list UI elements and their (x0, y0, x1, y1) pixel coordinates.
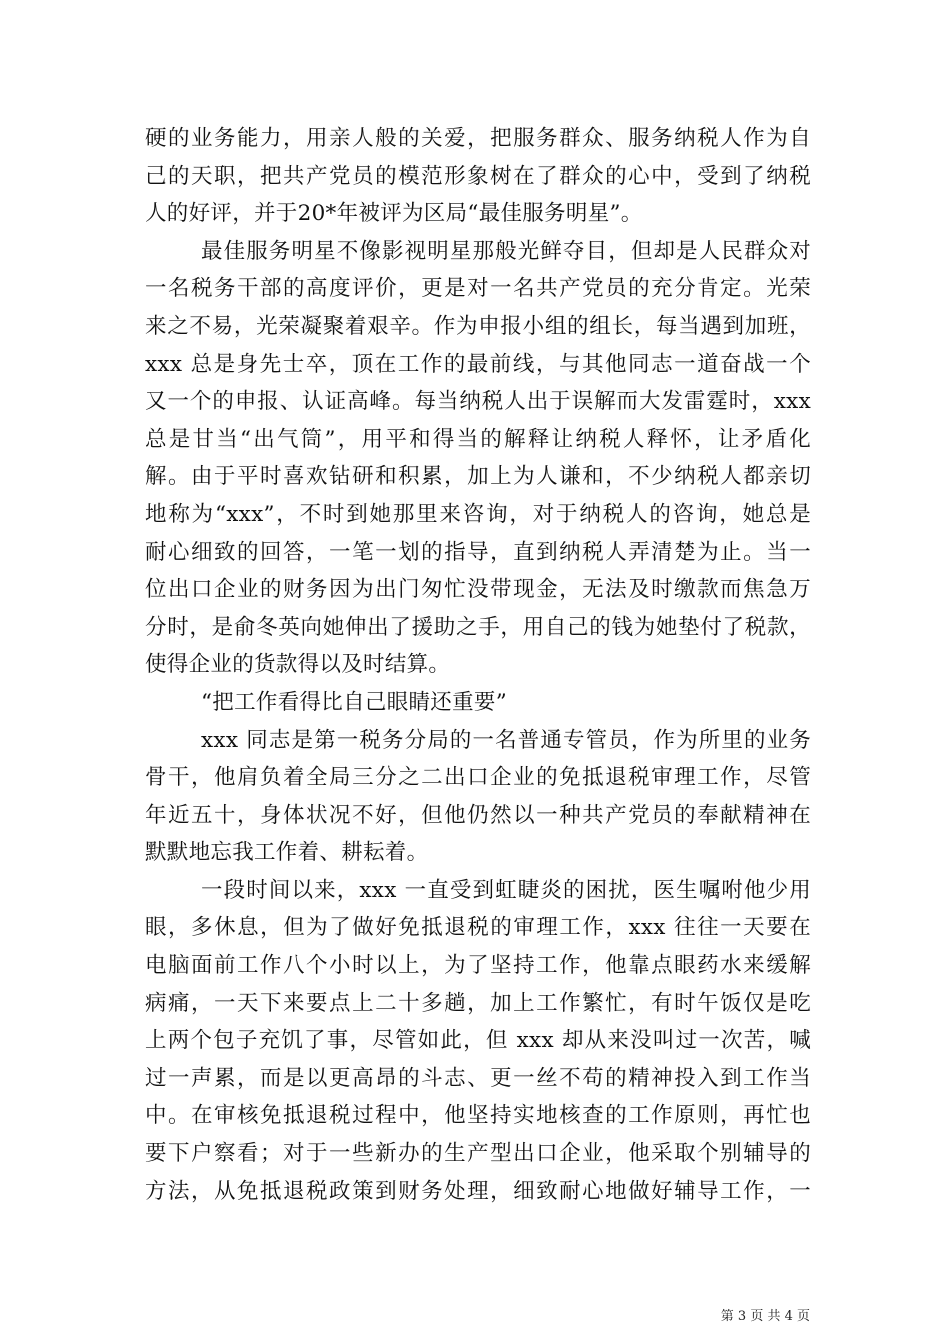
text-line: 方法，从免抵退税政策到财务处理，细致耐心地做好辅导工作，一 (145, 1178, 811, 1204)
paragraph (145, 120, 811, 233)
text-line: 人的好评，并于20*年被评为区局“最佳服务明星”。 (145, 201, 643, 227)
paragraph (145, 872, 811, 1210)
text-line: 来之不易，光荣凝聚着艰辛。作为申报小组的组长，每当遇到加班， (145, 313, 811, 339)
text-line: 使得企业的货款得以及时结算。 (145, 652, 451, 678)
text-line: 年近五十，身体状况不好，但他仍然以一种共产党员的奉献精神在 (145, 802, 811, 828)
text-line: 一段时间以来，xxx 一直受到虹睫炎的困扰，医生嘱咐他少用 (201, 877, 811, 903)
text-line: 上两个包子充饥了事，尽管如此，但 xxx 却从来没叫过一次苦，喊 (145, 1028, 811, 1054)
text-line: 又一个的申报、认证高峰。每当纳税人出于误解而大发雷霆时，xxx (145, 389, 811, 415)
text-line: 默默地忘我工作着、耕耘着。 (145, 840, 429, 866)
section-heading (145, 684, 811, 722)
text-line: 骨干，他肩负着全局三分之二出口企业的免抵退税审理工作，尽管 (145, 765, 811, 791)
text-line: 地称为“xxx”，不时到她那里来咨询，对于纳税人的咨询，她总是 (145, 501, 811, 527)
text-line: 最佳服务明星不像影视明星那般光鲜夺目，但却是人民群众对 (201, 238, 811, 264)
text-line: 眼，多休息，但为了做好免抵退税的审理工作，xxx 往往一天要在 (145, 915, 811, 941)
text-line: 过一声累，而是以更高昂的斗志、更一丝不苟的精神投入到工作当 (145, 1065, 811, 1091)
text-line: 病痛，一天下来要点上二十多趟，加上工作繁忙，有时午饭仅是吃 (145, 990, 811, 1016)
text-line: 位出口企业的财务因为出门匆忙没带现金，无法及时缴款而焦急万 (145, 577, 811, 603)
text-line: 分时，是俞冬英向她伸出了援助之手，用自己的钱为她垫付了税款， (145, 614, 811, 640)
text-line: 一名税务干部的高度评价，更是对一名共产党员的充分肯定。光荣 (145, 276, 811, 302)
text-line: 总是甘当“出气筒”，用平和得当的解释让纳税人释怀，让矛盾化 (145, 426, 811, 452)
text-line: xxx 总是身先士卒，顶在工作的最前线，与其他同志一道奋战一个 (145, 351, 811, 377)
text-line: 电脑面前工作八个小时以上，为了坚持工作，他靠点眼药水来缓解 (145, 953, 811, 979)
text-line: 要下户察看；对于一些新办的生产型出口企业，他采取个别辅导的 (145, 1141, 811, 1167)
text-line: “把工作看得比自己眼睛还重要” (201, 689, 507, 715)
paragraph (145, 722, 811, 872)
paragraph (145, 233, 811, 684)
page-number: 第 3 页 共 4 页 (720, 1309, 810, 1324)
text-line: 中。在审核免抵退税过程中，他坚持实地核查的工作原则，再忙也 (145, 1103, 811, 1129)
text-line: xxx 同志是第一税务分局的一名普通专管员，作为所里的业务 (201, 727, 811, 753)
text-line: 硬的业务能力，用亲人般的关爱，把服务群众、服务纳税人作为自 (145, 126, 811, 151)
text-line: 耐心细致的回答，一笔一划的指导，直到纳税人弄清楚为止。当一 (145, 539, 811, 565)
text-line: 解。由于平时喜欢钻研和积累，加上为人谦和，不少纳税人都亲切 (145, 464, 811, 490)
text-line: 己的天职，把共产党员的模范形象树在了群众的心中，受到了纳税 (145, 163, 811, 189)
document-body (145, 120, 811, 1210)
